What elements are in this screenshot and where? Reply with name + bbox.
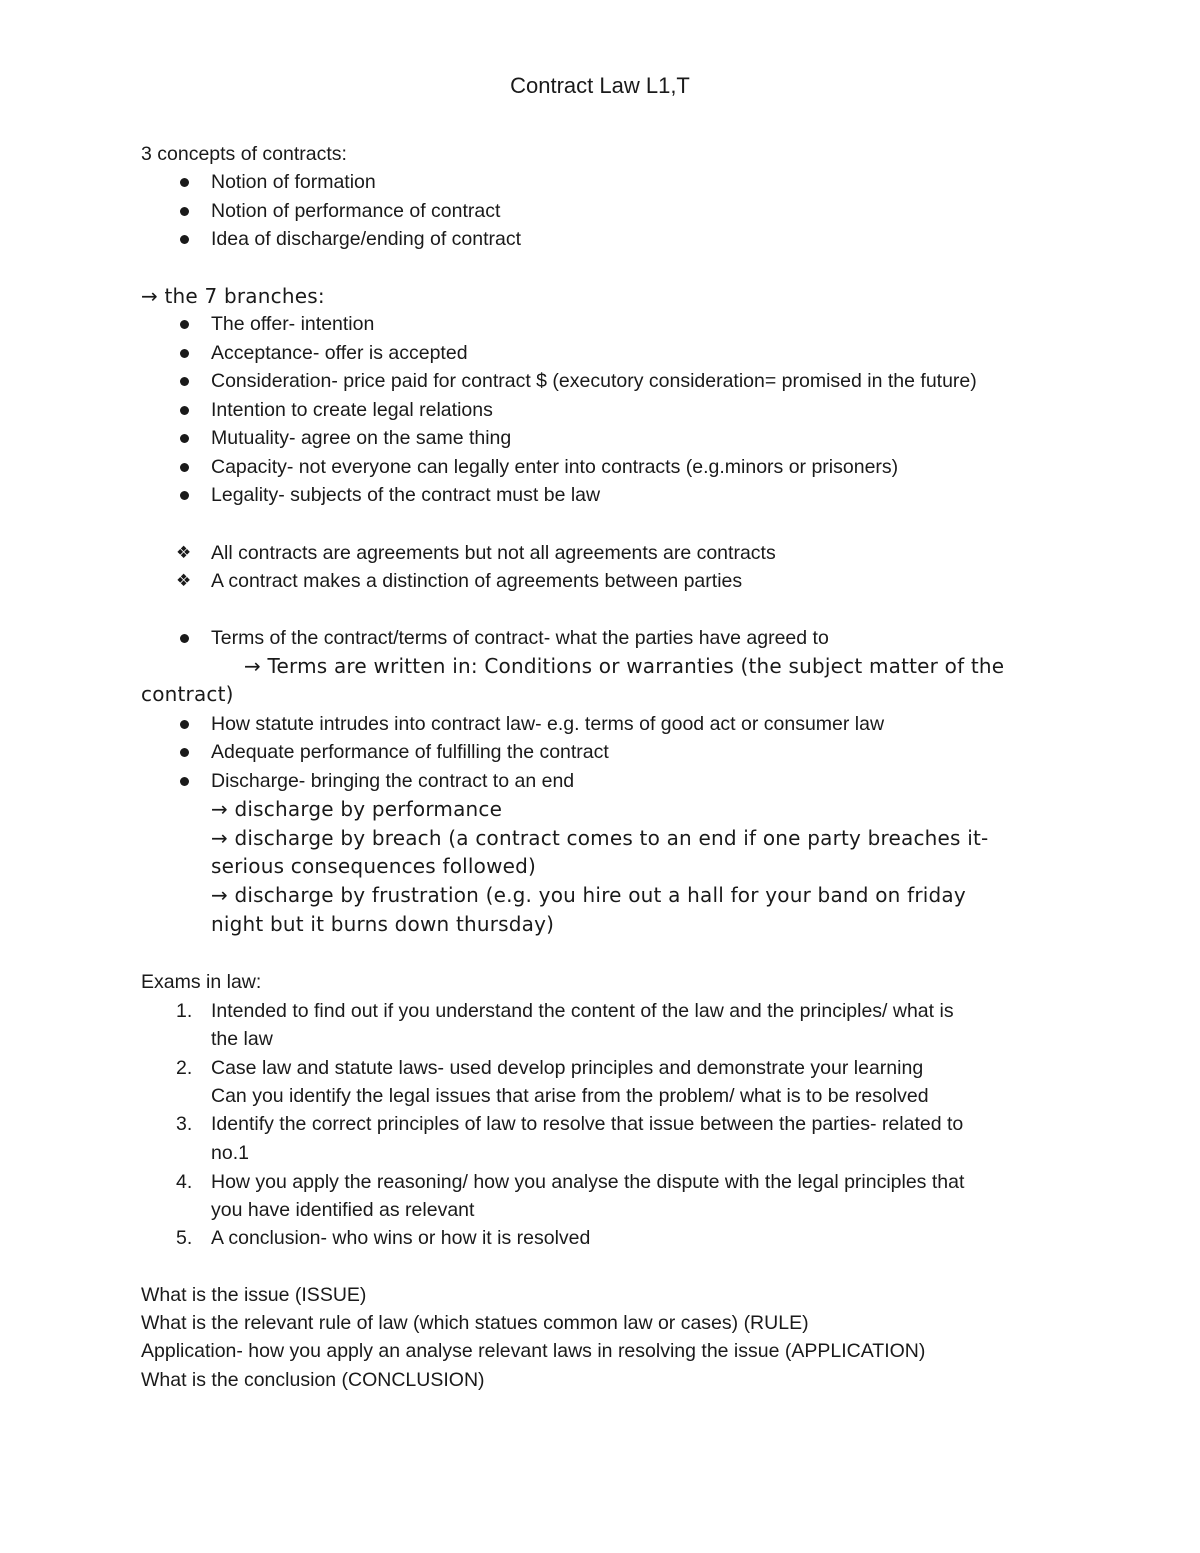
- list-item: Case law and statute laws- used develop principles and demonstrate your learning: [211, 1057, 924, 1079]
- discharge-note: night but it burns down thursday): [211, 912, 555, 936]
- bullet-icon: [180, 720, 189, 729]
- discharge-note: → discharge by performance: [211, 797, 503, 821]
- bullet-icon: [180, 634, 189, 643]
- irac-line: Application- how you apply an analyse relevant laws in resolving the issue (APPLICATION): [141, 1340, 926, 1362]
- list-item: Discharge- bringing the contract to an end: [211, 770, 575, 792]
- list-item: A conclusion- who wins or how it is resolved: [211, 1227, 591, 1249]
- discharge-note: → discharge by breach (a contract comes to an end if one party breaches it-: [211, 826, 989, 850]
- list-item: Adequate performance of fulfilling the contract: [211, 741, 609, 763]
- list-item: The offer- intention: [211, 313, 375, 335]
- bullet-icon: [180, 491, 189, 500]
- bullet-icon: [180, 207, 189, 216]
- list-item: All contracts are agreements but not all agreements are contracts: [211, 542, 776, 564]
- list-item: Notion of formation: [211, 171, 376, 193]
- list-item: How you apply the reasoning/ how you analyse the dispute with the legal principles that: [211, 1171, 965, 1193]
- list-item: Capacity- not everyone can legally enter into contracts (e.g.minors or prisoners): [211, 456, 899, 478]
- diamond-bullet-icon: ❖: [176, 571, 192, 591]
- list-number: 1.: [176, 1000, 193, 1022]
- irac-line: What is the relevant rule of law (which statues common law or cases) (RULE): [141, 1312, 809, 1334]
- bullet-icon: [180, 178, 189, 187]
- list-item: Legality- subjects of the contract must be law: [211, 484, 601, 506]
- page-title: Contract Law L1,T: [510, 73, 690, 98]
- list-number: 2.: [176, 1057, 193, 1079]
- sub-note-continued: contract): [141, 682, 234, 706]
- list-item: Notion of performance of contract: [211, 200, 501, 222]
- discharge-note: serious consequences followed): [211, 854, 537, 878]
- bullet-icon: [180, 235, 189, 244]
- bullet-icon: [180, 377, 189, 386]
- bullet-icon: [180, 434, 189, 443]
- bullet-icon: [180, 406, 189, 415]
- list-item: Intended to find out if you understand the content of the law and the principles/ what is: [211, 1000, 954, 1022]
- list-number: 5.: [176, 1227, 193, 1249]
- bullet-icon: [180, 463, 189, 472]
- list-item-continued: the law: [211, 1028, 273, 1050]
- bullet-icon: [180, 349, 189, 358]
- irac-line: What is the issue (ISSUE): [141, 1284, 367, 1306]
- branches-heading: → the 7 branches:: [141, 284, 325, 308]
- bullet-icon: [180, 320, 189, 329]
- list-item: Idea of discharge/ending of contract: [211, 228, 522, 250]
- list-number: 3.: [176, 1113, 193, 1135]
- list-item-continued: you have identified as relevant: [211, 1199, 475, 1221]
- list-item-continued: Can you identify the legal issues that arise from the problem/ what is to be resolved: [211, 1085, 929, 1107]
- list-item-continued: no.1: [211, 1142, 249, 1164]
- list-item: Terms of the contract/terms of contract- what the parties have agreed to: [211, 627, 829, 649]
- list-number: 4.: [176, 1171, 193, 1193]
- list-item: Acceptance- offer is accepted: [211, 342, 468, 364]
- diamond-bullet-icon: ❖: [176, 543, 192, 563]
- concepts-heading: 3 concepts of contracts:: [141, 143, 347, 165]
- irac-line: What is the conclusion (CONCLUSION): [141, 1369, 485, 1391]
- list-item: Identify the correct principles of law to resolve that issue between the parties- related to: [211, 1113, 964, 1135]
- exams-heading: Exams in law:: [141, 971, 262, 993]
- list-item: A contract makes a distinction of agreements between parties: [211, 570, 743, 592]
- list-item: How statute intrudes into contract law- e.g. terms of good act or consumer law: [211, 713, 885, 735]
- sub-note: → Terms are written in: Conditions or warranties (the subject matter of the: [244, 654, 1005, 678]
- bullet-icon: [180, 777, 189, 786]
- bullet-icon: [180, 748, 189, 757]
- discharge-note: → discharge by frustration (e.g. you hire out a hall for your band on friday: [211, 883, 966, 907]
- list-item: Mutuality- agree on the same thing: [211, 427, 512, 449]
- list-item: Consideration- price paid for contract $ (executory consideration= promised in the future): [211, 370, 977, 392]
- list-item: Intention to create legal relations: [211, 399, 493, 421]
